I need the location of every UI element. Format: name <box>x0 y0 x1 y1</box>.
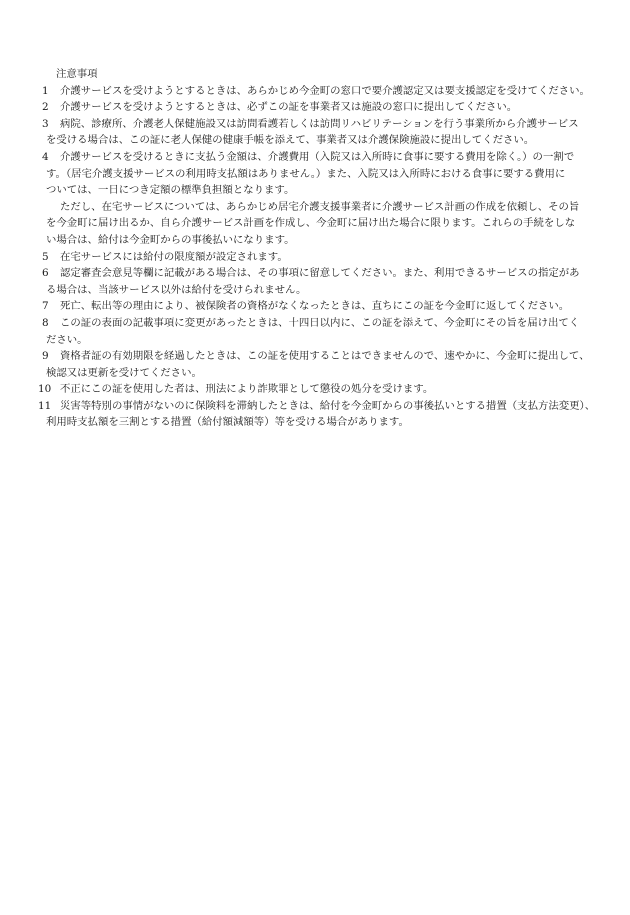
item-text-line: 認定審査会意見等欄に記載がある場合は、その事項に留意してください。また、利用できるサービスの指定があ <box>60 267 580 280</box>
item-text-line: 利用時支払額を三割とする措置（給付額減額等）等を受ける場合があります。 <box>46 416 409 429</box>
item-number: 10 <box>38 383 52 396</box>
item-text-line: る場合は、当該サービス以外は給付を受けられません。 <box>46 283 307 296</box>
item-subparagraph-line: ただし、在宅サービスについては、あらかじめ居宅介護支援事業者に介護サービス計画の作成を依頼し、その旨 <box>60 200 580 213</box>
item-text-line: 災害等特別の事情がないのに保険料を滞納したときは、給付を今金町からの事後払いとする措置（支払方法変更）、 <box>60 399 596 412</box>
item-text-line: 介護サービスを受けようとするときは、必ずこの証を事業者又は施設の窓口に提出してください。 <box>60 101 518 114</box>
item-text-line: 在宅サービスには給付の限度額が設定されます。 <box>60 250 288 263</box>
item-text-line: ださい。 <box>46 333 88 346</box>
item-number: 1 <box>42 84 49 97</box>
item-text-line: を受ける場合は、この証に老人保健の健康手帳を添えて、事業者又は介護保険施設に提出してください。 <box>46 134 535 147</box>
item-text-line: 死亡、転出等の理由により、被保険者の資格がなくなったときは、直ちにこの証を今金町に返してください。 <box>60 300 570 313</box>
notice-item-5 <box>38 249 608 266</box>
notice-item-4 <box>38 149 608 249</box>
notice-document <box>38 66 608 431</box>
item-number: 9 <box>42 350 49 363</box>
item-subparagraph-line: い場合は、給付は今金町からの事後払いになります。 <box>46 233 295 246</box>
item-number: 4 <box>42 150 49 163</box>
item-number: 2 <box>42 101 49 114</box>
item-number: 8 <box>42 316 49 329</box>
item-text-line: 不正にこの証を使用した者は、刑法により詐欺罪として懲役の処分を受けます。 <box>60 383 434 396</box>
item-text-line: 介護サービスを受けるときに支払う金額は、介護費用（入院又は入所時に食事に要する費用を除く。）の一割で <box>60 150 575 163</box>
notice-item-2 <box>38 99 608 116</box>
item-text-line: 資格者証の有効期限を経過したときは、この証を使用することはできませんので、速やかに、今金町に提出して、 <box>60 350 590 363</box>
notice-item-8 <box>38 315 608 348</box>
notice-item-3 <box>38 116 608 149</box>
item-text-line: 介護サービスを受けようとするときは、あらかじめ今金町の窓口で要介護認定又は要支援認定を受けてください。 <box>60 84 590 97</box>
item-number: 3 <box>42 117 49 130</box>
item-text-line: 検認又は更新を受けてください。 <box>46 366 202 379</box>
notice-heading: 注意事項 <box>56 68 98 80</box>
notice-item-9 <box>38 348 608 381</box>
item-number: 11 <box>38 399 52 412</box>
item-text-line: す。（居宅介護支援サービスの利用時支払額はありません。）また、入院又は入所時における食事に要する費用に <box>46 167 566 180</box>
notice-item-7 <box>38 298 608 315</box>
item-text-line: 病院、診療所、介護老人保健施設又は訪問看護若しくは訪問リハビリテーションを行う事業所から介護サービス <box>60 117 579 130</box>
item-number: 6 <box>42 267 49 280</box>
item-subparagraph-line: を今金町に届け出るか、自ら介護サービス計画を作成し、今金町に届け出た場合に限ります。これらの手続をしな <box>46 217 576 230</box>
notice-item-10 <box>38 381 608 398</box>
item-text-line: ついては、一日につき定額の標準負担額となります。 <box>46 184 295 197</box>
item-text-line: この証の表面の記載事項に変更があったときは、十四日以内に、この証を添えて、今金町にその旨を届け出てく <box>60 316 580 329</box>
item-number: 7 <box>42 300 49 313</box>
item-number: 5 <box>42 250 49 263</box>
notice-item-6 <box>38 265 608 298</box>
notice-item-1 <box>38 83 608 100</box>
notice-item-11 <box>38 398 608 431</box>
